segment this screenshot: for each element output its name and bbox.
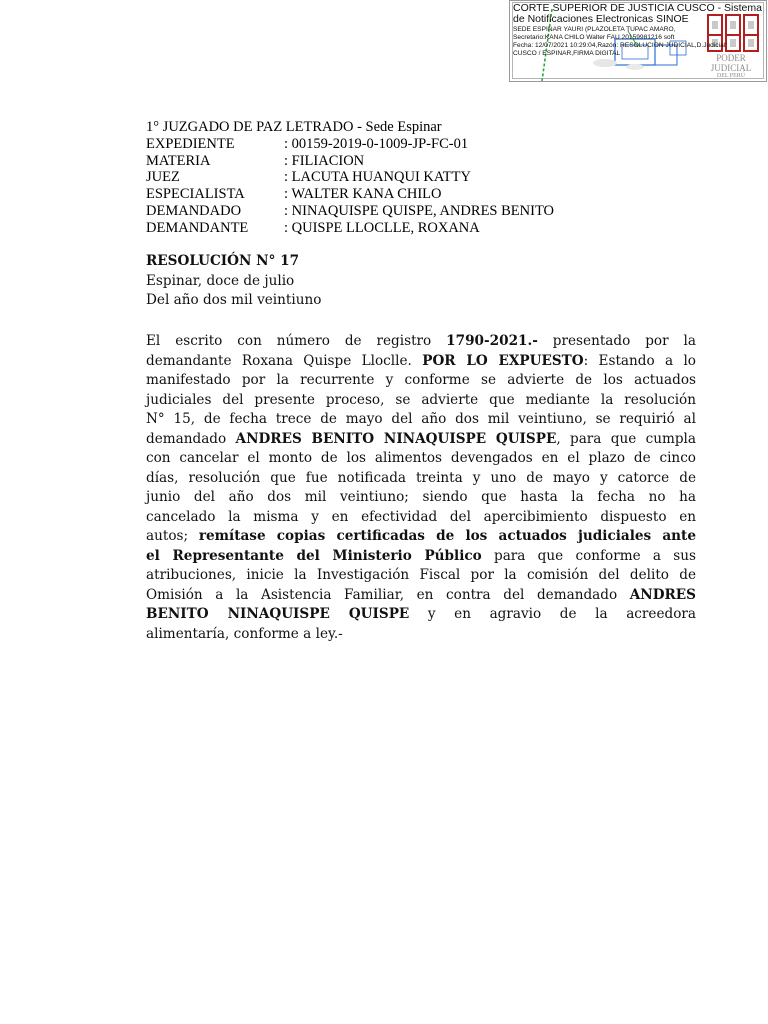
emphasis-text: el Representante del Ministerio Público — [146, 547, 482, 564]
body-line: atribuciones, inicie la Investigación Fiscal por la comisión del delito de — [146, 567, 696, 583]
body-line: alimentaría, conforme a ley.- — [146, 625, 343, 642]
header-value: : NINAQUISPE QUISPE, ANDRES BENITO — [284, 202, 555, 219]
resolution-title: RESOLUCIÓN N° 17 — [146, 253, 300, 269]
body-line: con cancelar el monto de los alimentos devengados en el plazo de cinco — [146, 450, 696, 466]
body-text: Omisión a la Asistencia Familiar, en contra del demandado — [146, 586, 630, 603]
header-label: DEMANDANTE — [146, 219, 249, 236]
header-value: : WALTER KANA CHILO — [284, 186, 442, 203]
case-header — [146, 119, 626, 237]
stamp-detail-2: Secretario:KANA CHILO Walter FAU 20159981216 soft — [513, 34, 675, 41]
body-text: El escrito con número de registro — [146, 333, 447, 349]
header-value: : QUISPE LLOCLLE, ROXANA — [284, 219, 480, 236]
body-line — [146, 547, 696, 567]
body-line: cancelado la misma y en efectividad del apercibimiento dispuesto en — [146, 508, 696, 525]
body-line: judiciales del presente proceso, se advierte que mediante la resolución — [146, 391, 696, 408]
emphasis-text: remítase copias certificadas de los actuados judiciales ante — [198, 528, 696, 544]
stamp-detail-4: CUSCO / ESPINAR,FIRMA DIGITAL — [513, 50, 621, 57]
header-value: : LACUTA HUANQUI KATTY — [284, 169, 471, 186]
header-label: ESPECIALISTA — [146, 186, 245, 203]
header-label: JUEZ — [146, 169, 180, 186]
body-line: N° 15, de fecha trece de mayo del año dos mil veintiuno, se requirió al — [146, 411, 696, 427]
header-value: : FILIACION — [284, 152, 365, 169]
body-text: : Estando a lo — [583, 352, 696, 369]
body-line — [146, 527, 696, 547]
body-text: demandante Roxana Quispe Lloclle. — [146, 352, 423, 369]
stamp-line-2: de Notificaciones Electronicas SINOE — [513, 14, 689, 25]
body-text: para que conforme a sus — [481, 547, 697, 564]
digital-signature-stamp — [509, 0, 767, 82]
body-text: autos; — [146, 528, 199, 544]
header-row-demandante — [146, 220, 626, 237]
body-line: días, resolución que fue notificada treinta y uno de mayo y catorce de — [146, 469, 696, 486]
body-line — [146, 586, 696, 606]
logo-caption — [696, 53, 766, 80]
body-text: y en agravio de la acreedora — [409, 606, 696, 622]
logo-caption-line-1: PODER JUDICIAL — [710, 53, 752, 73]
emphasis-text: POR LO EXPUESTO — [422, 352, 584, 369]
court-name: 1° JUZGADO DE PAZ LETRADO - Sede Espinar — [146, 119, 442, 135]
body-line — [146, 352, 696, 372]
header-row-materia — [146, 153, 626, 170]
body-text: presentado por la — [537, 333, 696, 349]
stamp-line-1: CORTE SUPERIOR DE JUSTICIA CUSCO - Sistema — [513, 3, 762, 14]
header-label: DEMANDADO — [146, 202, 242, 219]
header-row-demandado — [146, 203, 626, 220]
resolution-heading — [146, 252, 696, 311]
header-label: MATERIA — [146, 152, 211, 169]
stamp-detail-1: SEDE ESPINAR YAURI (PLAZOLETA TUPAC AMARO, — [513, 26, 676, 33]
registration-number: 1790-2021.- — [446, 333, 538, 349]
body-line: junio del año dos mil veintiuno; siendo que hasta la fecha no ha — [146, 489, 696, 505]
header-row-especialista — [146, 186, 626, 203]
logo-caption-line-2: DEL PERÚ — [716, 73, 746, 79]
defendant-name: ANDRES — [629, 586, 696, 603]
header-row-juez — [146, 169, 626, 186]
body-text: demandado — [146, 430, 236, 447]
body-text: , para que cumpla — [556, 430, 697, 447]
resolution-place-date: Espinar, doce de julio — [146, 272, 295, 289]
defendant-name: BENITO NINAQUISPE QUISPE — [146, 606, 410, 622]
body-line — [146, 605, 696, 625]
header-label: EXPEDIENTE — [146, 135, 235, 152]
defendant-name: ANDRES BENITO NINAQUISPE QUISPE — [235, 430, 557, 447]
stamp-detail-3: Fecha: 12/07/2021 10:29:04,Razón: RESOLUCIÓN JUDICIAL,D.Judicial: — [513, 42, 728, 49]
resolution-body — [146, 332, 696, 644]
body-line — [146, 430, 696, 450]
body-line: manifestado por la recurrente y conforme se advierte de los actuados — [146, 372, 696, 388]
resolution-year: Del año dos mil veintiuno — [146, 292, 322, 308]
stamp-text — [513, 3, 763, 58]
header-value: : 00159-2019-0-1009-JP-FC-01 — [284, 135, 469, 152]
header-row-expediente — [146, 136, 626, 153]
body-line — [146, 332, 696, 352]
